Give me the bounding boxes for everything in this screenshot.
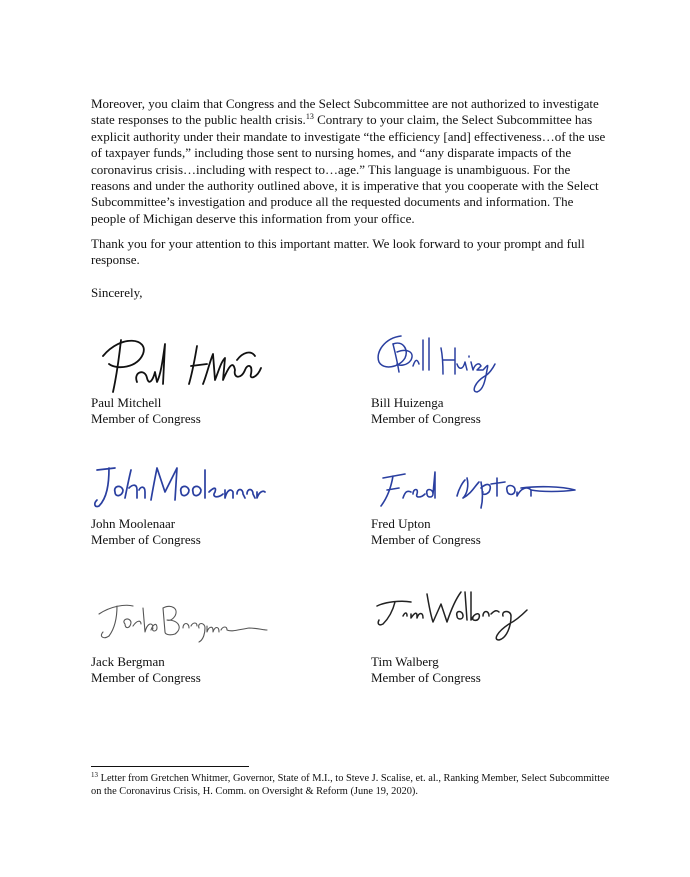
paragraph-authority <box>91 96 611 227</box>
signatory-name: Jack Bergman <box>91 654 165 669</box>
signatory-title: Member of Congress <box>91 532 201 547</box>
footnote-number: 13 <box>91 771 98 779</box>
signatory-bill-huizenga <box>371 330 611 430</box>
signatory-name: Bill Huizenga <box>371 395 444 410</box>
signatory-name: Tim Walberg <box>371 654 439 669</box>
signatory-title: Member of Congress <box>371 532 481 547</box>
signatory-title: Member of Congress <box>371 670 481 685</box>
footnote-divider <box>91 766 249 767</box>
paragraph-authority-part2: Contrary to your claim, the Select Subcommittee has explicit authority under their mandate to investigate “the efficiency [and] effectiveness…of the use of taxpayer funds,” including those sent to nursing homes, and “any disparate impacts of the coronavirus crisis…including with respect to…age.” This language is unambiguous. For the reasons and under the authority outlined above, it is imperative that you cooperate with the Select Subcommittee’s investigation and produce all the requested documents and information. The people of Michigan deserve this information from your office. <box>91 112 606 226</box>
signature-john-moolenaar <box>91 458 271 516</box>
signatory-name: Paul Mitchell <box>91 395 162 410</box>
paragraph-thanks: Thank you for your attention to this important matter. We look forward to your prompt and full response. <box>91 236 585 268</box>
signatory-name: John Moolenaar <box>91 516 176 531</box>
signature-paul-mitchell <box>91 330 271 398</box>
signature-fred-upton <box>371 458 581 516</box>
signatory-fred-upton <box>371 458 611 558</box>
footnote-text: Letter from Gretchen Whitmer, Governor, State of M.I., to Steve J. Scalise, et. al., Ranking Member, Select Subcommittee on the Coronavirus Crisis, H. Comm. on Oversight & Reform (June 19, 2020). <box>91 773 610 797</box>
signature-jack-bergman <box>91 594 271 652</box>
signatory-title: Member of Congress <box>91 411 201 426</box>
footnote-reference: 13 <box>305 112 314 122</box>
signatory-jack-bergman <box>91 594 331 694</box>
signatory-john-moolenaar <box>91 458 331 558</box>
signatory-title: Member of Congress <box>91 670 201 685</box>
signatory-tim-walberg <box>371 580 611 690</box>
footnote <box>91 773 611 798</box>
signatory-name: Fred Upton <box>371 516 431 531</box>
signatory-title: Member of Congress <box>371 411 481 426</box>
paragraph-authority-part1: Moreover, you claim that Congress and the Select Subcommittee are not authorized to investigate state responses to the public health crisis. <box>91 96 599 128</box>
closing-salutation: Sincerely, <box>91 285 143 300</box>
signatory-paul-mitchell <box>91 330 331 430</box>
signature-tim-walberg <box>371 580 541 648</box>
signature-bill-huizenga <box>371 330 511 398</box>
